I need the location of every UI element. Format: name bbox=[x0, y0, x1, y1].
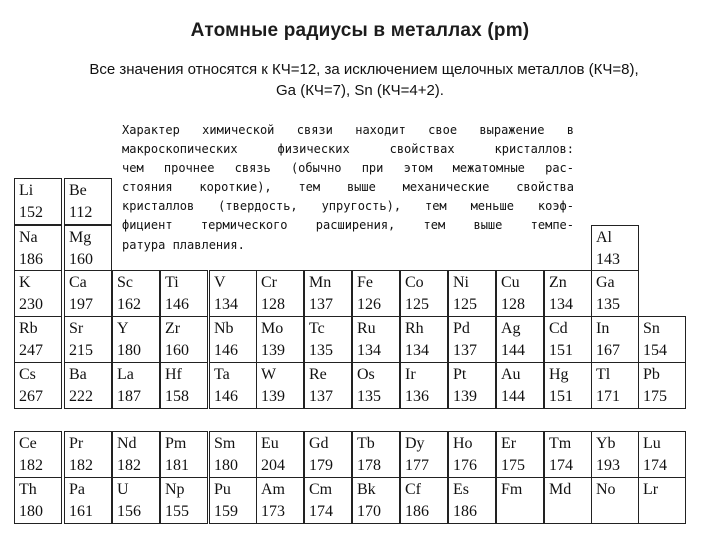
element-symbol: Tm bbox=[549, 435, 572, 452]
element-radius: 137 bbox=[309, 388, 333, 405]
subtitle-line-1: Все значения относятся к КЧ=12, за исключением щелочных металлов (КЧ=8), bbox=[89, 61, 639, 78]
element-cell-fe bbox=[352, 270, 400, 317]
element-cell-hg bbox=[544, 362, 592, 409]
element-radius: 171 bbox=[596, 388, 620, 405]
element-symbol: Bk bbox=[357, 481, 376, 498]
element-radius: 134 bbox=[405, 342, 429, 359]
element-symbol: Th bbox=[19, 481, 37, 498]
element-cell-sr bbox=[64, 316, 112, 363]
element-cell-au bbox=[496, 362, 544, 409]
element-symbol: Cu bbox=[501, 274, 520, 291]
element-cell-tm bbox=[544, 431, 592, 478]
element-symbol: Pt bbox=[453, 366, 467, 383]
element-radius: 139 bbox=[261, 342, 285, 359]
element-radius: 160 bbox=[165, 342, 189, 359]
element-symbol: Pa bbox=[69, 481, 85, 498]
element-cell-ir bbox=[400, 362, 448, 409]
element-symbol: Mo bbox=[261, 320, 284, 337]
element-cell-nd bbox=[112, 431, 160, 478]
element-symbol: In bbox=[596, 320, 610, 337]
element-radius: 222 bbox=[69, 388, 93, 405]
element-symbol: Yb bbox=[596, 435, 616, 452]
element-cell-mg bbox=[64, 225, 112, 272]
element-radius: 181 bbox=[165, 457, 189, 474]
element-cell-pm bbox=[160, 431, 208, 478]
element-cell-lu bbox=[638, 431, 686, 478]
element-cell-cd bbox=[544, 316, 592, 363]
element-symbol: Re bbox=[309, 366, 327, 383]
element-symbol: Pr bbox=[69, 435, 84, 452]
element-symbol: Fe bbox=[357, 274, 373, 291]
element-cell-tc bbox=[304, 316, 352, 363]
element-radius: 174 bbox=[549, 457, 573, 474]
element-cell-eu bbox=[256, 431, 304, 478]
element-radius: 146 bbox=[165, 296, 189, 313]
element-symbol: Nd bbox=[117, 435, 137, 452]
element-radius: 182 bbox=[117, 457, 141, 474]
element-symbol: Am bbox=[261, 481, 285, 498]
element-radius: 125 bbox=[405, 296, 429, 313]
element-radius: 112 bbox=[69, 204, 93, 221]
element-symbol: Ce bbox=[19, 435, 37, 452]
element-symbol: Pu bbox=[214, 481, 231, 498]
note-line: чем прочнее связь (обычно при этом межатомные рас- bbox=[122, 161, 574, 176]
element-radius: 177 bbox=[405, 457, 429, 474]
element-radius: 137 bbox=[453, 342, 477, 359]
element-radius: 135 bbox=[596, 296, 620, 313]
element-radius: 144 bbox=[501, 342, 525, 359]
element-symbol: Hf bbox=[165, 366, 182, 383]
element-radius: 155 bbox=[165, 503, 189, 520]
element-radius: 176 bbox=[453, 457, 477, 474]
element-radius: 187 bbox=[117, 388, 141, 405]
element-cell-al bbox=[591, 225, 639, 272]
element-cell-zr bbox=[160, 316, 208, 363]
element-symbol: Cf bbox=[405, 481, 421, 498]
element-radius: 136 bbox=[405, 388, 429, 405]
element-cell-ru bbox=[352, 316, 400, 363]
element-symbol: Au bbox=[501, 366, 521, 383]
element-radius: 186 bbox=[453, 503, 477, 520]
element-cell-ca bbox=[64, 270, 112, 317]
element-cell-pr bbox=[64, 431, 112, 478]
element-symbol: Cs bbox=[19, 366, 36, 383]
element-radius: 215 bbox=[69, 342, 93, 359]
element-symbol: V bbox=[214, 274, 226, 291]
element-symbol: Es bbox=[453, 481, 469, 498]
note-line: стояния короткие), тем выше механические свойства bbox=[122, 180, 574, 195]
element-radius: 180 bbox=[117, 342, 141, 359]
element-symbol: Mn bbox=[309, 274, 332, 291]
element-symbol: Lu bbox=[643, 435, 661, 452]
element-cell-cs bbox=[14, 362, 62, 409]
element-symbol: Li bbox=[19, 182, 34, 199]
element-symbol: Sm bbox=[214, 435, 236, 452]
element-radius: 134 bbox=[357, 342, 381, 359]
element-cell-yb bbox=[591, 431, 639, 478]
element-symbol: Np bbox=[165, 481, 185, 498]
element-radius: 162 bbox=[117, 296, 141, 313]
element-cell-tb bbox=[352, 431, 400, 478]
element-symbol: Ca bbox=[69, 274, 87, 291]
element-radius: 151 bbox=[549, 342, 573, 359]
element-radius: 144 bbox=[501, 388, 525, 405]
element-radius: 139 bbox=[261, 388, 285, 405]
element-cell-cr bbox=[256, 270, 304, 317]
element-symbol: Gd bbox=[309, 435, 329, 452]
element-symbol: Rb bbox=[19, 320, 38, 337]
element-radius: 161 bbox=[69, 503, 93, 520]
element-symbol: Tl bbox=[596, 366, 611, 383]
element-radius: 170 bbox=[357, 503, 381, 520]
element-cell-in bbox=[591, 316, 639, 363]
element-radius: 182 bbox=[19, 457, 43, 474]
element-radius: 135 bbox=[309, 342, 333, 359]
element-cell-lr bbox=[638, 477, 686, 524]
element-cell-nb bbox=[209, 316, 257, 363]
element-radius: 134 bbox=[549, 296, 573, 313]
element-radius: 180 bbox=[214, 457, 238, 474]
element-cell-os bbox=[352, 362, 400, 409]
element-radius: 180 bbox=[19, 503, 43, 520]
element-radius: 126 bbox=[357, 296, 381, 313]
element-cell-hf bbox=[160, 362, 208, 409]
element-radius: 151 bbox=[549, 388, 573, 405]
element-cell-co bbox=[400, 270, 448, 317]
element-radius: 160 bbox=[69, 251, 93, 268]
element-cell-md bbox=[544, 477, 592, 524]
element-radius: 152 bbox=[19, 204, 43, 221]
element-radius: 139 bbox=[453, 388, 477, 405]
element-radius: 174 bbox=[309, 503, 333, 520]
note-line: фициент термического расширения, тем выше темпе- bbox=[122, 218, 574, 233]
element-symbol: La bbox=[117, 366, 134, 383]
element-symbol: Rh bbox=[405, 320, 424, 337]
element-symbol: Ag bbox=[501, 320, 521, 337]
element-symbol: Zn bbox=[549, 274, 567, 291]
element-cell-sc bbox=[112, 270, 160, 317]
element-cell-tl bbox=[591, 362, 639, 409]
element-radius: 186 bbox=[405, 503, 429, 520]
note-line: ратура плавления. bbox=[122, 237, 245, 252]
element-symbol: Fm bbox=[501, 481, 523, 498]
element-symbol: Ho bbox=[453, 435, 473, 452]
element-cell-ni bbox=[448, 270, 496, 317]
element-cell-sn bbox=[638, 316, 686, 363]
element-symbol: Hg bbox=[549, 366, 569, 383]
element-cell-pb bbox=[638, 362, 686, 409]
element-radius: 174 bbox=[643, 457, 667, 474]
note-line: макроскопических физических свойствах кристаллов: bbox=[122, 142, 574, 157]
element-symbol: Er bbox=[501, 435, 517, 452]
element-cell-y bbox=[112, 316, 160, 363]
element-symbol: Ta bbox=[214, 366, 230, 383]
element-symbol: Dy bbox=[405, 435, 425, 452]
element-radius: 193 bbox=[596, 457, 620, 474]
element-radius: 159 bbox=[214, 503, 238, 520]
element-radius: 146 bbox=[214, 388, 238, 405]
element-cell-no bbox=[591, 477, 639, 524]
element-symbol: U bbox=[117, 481, 129, 498]
element-symbol: Y bbox=[117, 320, 129, 337]
element-radius: 175 bbox=[501, 457, 525, 474]
element-symbol: K bbox=[19, 274, 31, 291]
element-cell-mo bbox=[256, 316, 304, 363]
element-symbol: Ru bbox=[357, 320, 376, 337]
element-cell-ce bbox=[14, 431, 62, 478]
element-cell-ag bbox=[496, 316, 544, 363]
element-cell-re bbox=[304, 362, 352, 409]
element-cell-k bbox=[14, 270, 62, 317]
element-radius: 128 bbox=[501, 296, 525, 313]
element-symbol: W bbox=[261, 366, 277, 383]
element-cell-mn bbox=[304, 270, 352, 317]
element-symbol: Md bbox=[549, 481, 572, 498]
element-symbol: Mg bbox=[69, 229, 92, 246]
element-cell-rh bbox=[400, 316, 448, 363]
element-symbol: Ti bbox=[165, 274, 179, 291]
element-radius: 167 bbox=[596, 342, 620, 359]
element-radius: 156 bbox=[117, 503, 141, 520]
element-cell-pt bbox=[448, 362, 496, 409]
element-cell-fm bbox=[496, 477, 544, 524]
element-symbol: Cm bbox=[309, 481, 333, 498]
note-line: кристаллов (твердость, упругость), тем меньше коэф- bbox=[122, 199, 574, 214]
element-symbol: Lr bbox=[643, 481, 659, 498]
element-symbol: Co bbox=[405, 274, 424, 291]
element-cell-u bbox=[112, 477, 160, 524]
element-radius: 137 bbox=[309, 296, 333, 313]
page-title: Атомные радиусы в металлах (pm) bbox=[190, 20, 530, 41]
element-cell-w bbox=[256, 362, 304, 409]
element-symbol: Pm bbox=[165, 435, 187, 452]
element-symbol: No bbox=[596, 481, 616, 498]
element-radius: 178 bbox=[357, 457, 381, 474]
element-symbol: Cd bbox=[549, 320, 568, 337]
element-radius: 267 bbox=[19, 388, 43, 405]
element-radius: 128 bbox=[261, 296, 285, 313]
element-symbol: Pd bbox=[453, 320, 470, 337]
element-radius: 247 bbox=[19, 342, 43, 359]
element-cell-la bbox=[112, 362, 160, 409]
explanation-note bbox=[122, 121, 574, 255]
element-radius: 230 bbox=[19, 296, 43, 313]
element-cell-li bbox=[14, 178, 62, 225]
element-cell-rb bbox=[14, 316, 62, 363]
element-cell-sm bbox=[209, 431, 257, 478]
element-cell-es bbox=[448, 477, 496, 524]
element-radius: 204 bbox=[261, 457, 285, 474]
element-radius: 197 bbox=[69, 296, 93, 313]
element-symbol: Tc bbox=[309, 320, 325, 337]
element-cell-gd bbox=[304, 431, 352, 478]
element-symbol: Sn bbox=[643, 320, 660, 337]
element-cell-am bbox=[256, 477, 304, 524]
element-radius: 158 bbox=[165, 388, 189, 405]
element-cell-be bbox=[64, 178, 112, 225]
element-cell-cm bbox=[304, 477, 352, 524]
element-radius: 135 bbox=[357, 388, 381, 405]
element-cell-bk bbox=[352, 477, 400, 524]
element-radius: 134 bbox=[214, 296, 238, 313]
element-cell-zn bbox=[544, 270, 592, 317]
element-cell-ti bbox=[160, 270, 208, 317]
element-cell-pu bbox=[209, 477, 257, 524]
element-radius: 154 bbox=[643, 342, 667, 359]
element-symbol: Na bbox=[19, 229, 38, 246]
element-cell-ho bbox=[448, 431, 496, 478]
element-cell-er bbox=[496, 431, 544, 478]
element-radius: 125 bbox=[453, 296, 477, 313]
element-symbol: Be bbox=[69, 182, 87, 199]
element-radius: 143 bbox=[596, 251, 620, 268]
element-symbol: Ga bbox=[596, 274, 615, 291]
element-symbol: Eu bbox=[261, 435, 279, 452]
element-cell-ga bbox=[591, 270, 639, 317]
element-symbol: Ir bbox=[405, 366, 416, 383]
element-cell-ta bbox=[209, 362, 257, 409]
subtitle-line-2: Ga (КЧ=7), Sn (КЧ=4+2). bbox=[276, 82, 444, 99]
element-cell-ba bbox=[64, 362, 112, 409]
element-symbol: Ni bbox=[453, 274, 469, 291]
element-symbol: Zr bbox=[165, 320, 181, 337]
element-symbol: Ba bbox=[69, 366, 87, 383]
element-radius: 173 bbox=[261, 503, 285, 520]
element-symbol: Cr bbox=[261, 274, 277, 291]
element-symbol: Sc bbox=[117, 274, 133, 291]
element-radius: 175 bbox=[643, 388, 667, 405]
element-symbol: Al bbox=[596, 229, 612, 246]
element-symbol: Sr bbox=[69, 320, 84, 337]
element-cell-pa bbox=[64, 477, 112, 524]
element-symbol: Pb bbox=[643, 366, 660, 383]
element-cell-dy bbox=[400, 431, 448, 478]
element-cell-cf bbox=[400, 477, 448, 524]
element-radius: 179 bbox=[309, 457, 333, 474]
element-cell-np bbox=[160, 477, 208, 524]
element-radius: 146 bbox=[214, 342, 238, 359]
element-symbol: Nb bbox=[214, 320, 234, 337]
element-cell-th bbox=[14, 477, 62, 524]
note-line: Характер химической связи находит свое выражение в bbox=[122, 123, 574, 137]
element-cell-na bbox=[14, 225, 62, 272]
element-symbol: Tb bbox=[357, 435, 375, 452]
element-cell-pd bbox=[448, 316, 496, 363]
element-cell-v bbox=[209, 270, 257, 317]
element-symbol: Os bbox=[357, 366, 375, 383]
element-radius: 186 bbox=[19, 251, 43, 268]
element-cell-cu bbox=[496, 270, 544, 317]
element-radius: 182 bbox=[69, 457, 93, 474]
